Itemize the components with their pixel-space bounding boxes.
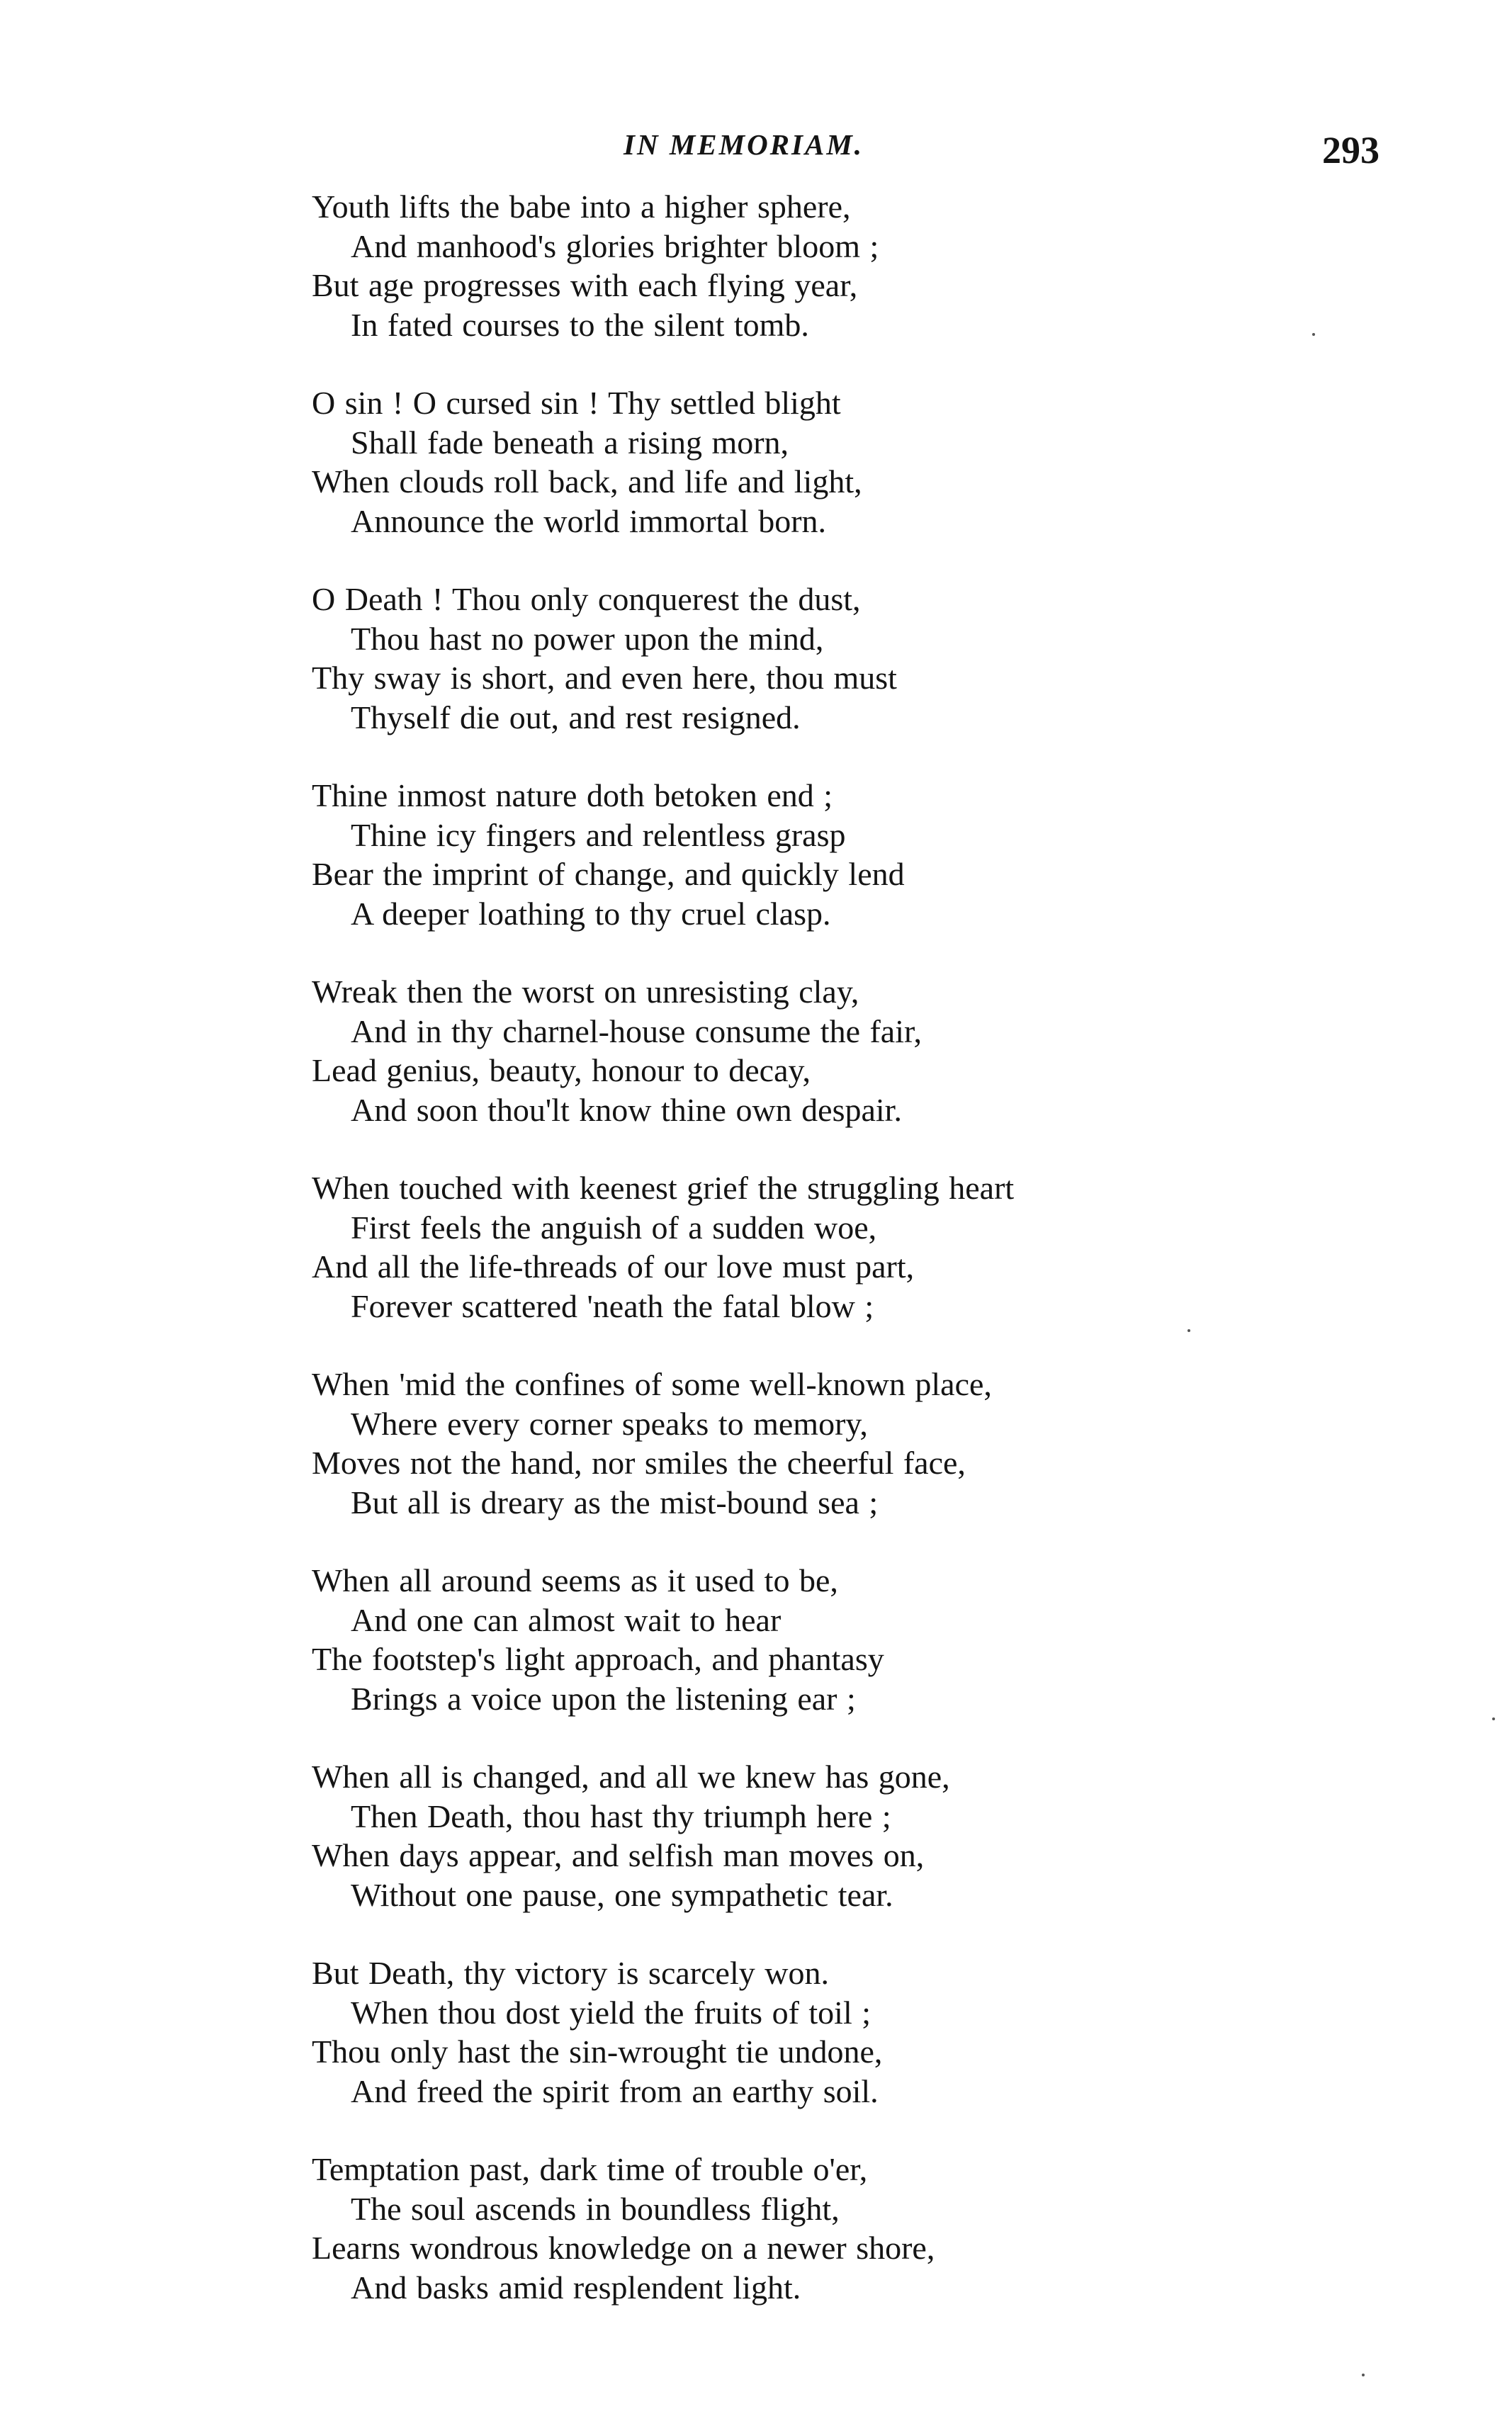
poem-line: But Death, thy victory is scarcely won. (312, 1955, 829, 1991)
poem-line: And freed the spirit from an earthy soil. (351, 2072, 879, 2109)
stanza-2 (312, 383, 1431, 541)
stanza-10 (312, 1953, 1431, 2111)
poem-line: And in thy charnel-house consume the fair, (351, 1012, 922, 1049)
page-number: 293 (1322, 129, 1380, 171)
poem-line: When touched with keenest grief the struggling heart (312, 1170, 1015, 1206)
poem-line: First feels the anguish of a sudden woe, (351, 1209, 877, 1246)
poem-line: The soul ascends in boundless flight, (351, 2190, 840, 2227)
poem-line: When days appear, and selfish man moves on, (312, 1837, 925, 1873)
scan-speck (1312, 333, 1315, 336)
stanza-5 (312, 972, 1431, 1129)
scan-speck (1187, 1329, 1190, 1332)
poem-line: Wreak then the worst on unresisting clay, (312, 974, 859, 1010)
running-title: IN MEMORIAM. (624, 128, 864, 161)
poem-line: Youth lifts the babe into a higher sphere, (312, 188, 851, 225)
poem-line: O sin ! O cursed sin ! Thy settled blight (312, 385, 841, 421)
poem-line: Brings a voice upon the listening ear ; (351, 1680, 856, 1717)
poem-line: When all around seems as it used to be, (312, 1562, 838, 1598)
stanza-4 (312, 776, 1431, 933)
poem-line: But all is dreary as the mist-bound sea ; (351, 1484, 879, 1521)
scan-speck (1492, 1717, 1495, 1720)
stanza-11 (312, 2150, 1431, 2307)
poem-line: And soon thou'lt know thine own despair. (351, 1091, 902, 1128)
poem-line: Thou hast no power upon the mind, (351, 620, 824, 657)
poem-line: Without one pause, one sympathetic tear. (351, 1876, 893, 1913)
poem-line: O Death ! Thou only conquerest the dust, (312, 581, 861, 617)
stanza-6 (312, 1168, 1431, 1326)
poem-line: But age progresses with each flying year, (312, 267, 858, 303)
poem-line: And manhood's glories brighter bloom ; (351, 227, 879, 264)
poem-line: A deeper loathing to thy cruel clasp. (351, 895, 831, 932)
poem-line: Lead genius, beauty, honour to decay, (312, 1052, 811, 1088)
stanza-1 (312, 187, 1431, 344)
poem-line: Shall fade beneath a rising morn, (351, 424, 789, 461)
poem-line: Thou only hast the sin-wrought tie undone, (312, 2033, 883, 2070)
stanza-7 (312, 1365, 1431, 1522)
poem-line: Where every corner speaks to memory, (351, 1405, 868, 1442)
poem-line: Announce the world immortal born. (351, 502, 827, 539)
poem (312, 187, 1431, 2346)
stanza-8 (312, 1561, 1431, 1718)
poem-line: Thyself die out, and rest resigned. (351, 699, 801, 735)
poem-line: And basks amid resplendent light. (351, 2269, 801, 2306)
poem-line: When 'mid the confines of some well-known place, (312, 1366, 992, 1402)
running-header (0, 123, 1512, 180)
poem-line: Thine inmost nature doth betoken end ; (312, 777, 833, 813)
poem-line: Thine icy fingers and relentless grasp (351, 816, 846, 853)
poem-line: Moves not the hand, nor smiles the cheerful face, (312, 1445, 966, 1481)
poem-line: Learns wondrous knowledge on a newer shore, (312, 2230, 935, 2266)
poem-line: When thou dost yield the fruits of toil ; (351, 1994, 871, 2031)
poem-line: Forever scattered 'neath the fatal blow ; (351, 1287, 874, 1324)
poem-line: Bear the imprint of change, and quickly lend (312, 856, 905, 892)
scan-speck (1362, 2374, 1365, 2376)
poem-line: Temptation past, dark time of trouble o'er, (312, 2151, 868, 2187)
poem-line: In fated courses to the silent tomb. (351, 306, 809, 343)
poem-line: And one can almost wait to hear (351, 1601, 782, 1638)
stanza-3 (312, 580, 1431, 737)
poem-line: The footstep's light approach, and phantasy (312, 1641, 884, 1677)
poem-line: When all is changed, and all we knew has gone, (312, 1759, 950, 1795)
poem-line: When clouds roll back, and life and light, (312, 463, 862, 500)
poem-line: Then Death, thou hast thy triumph here ; (351, 1798, 891, 1834)
stanza-9 (312, 1757, 1431, 1914)
poem-line: And all the life-threads of our love must part, (312, 1248, 915, 1285)
poem-line: Thy sway is short, and even here, thou must (312, 660, 897, 696)
